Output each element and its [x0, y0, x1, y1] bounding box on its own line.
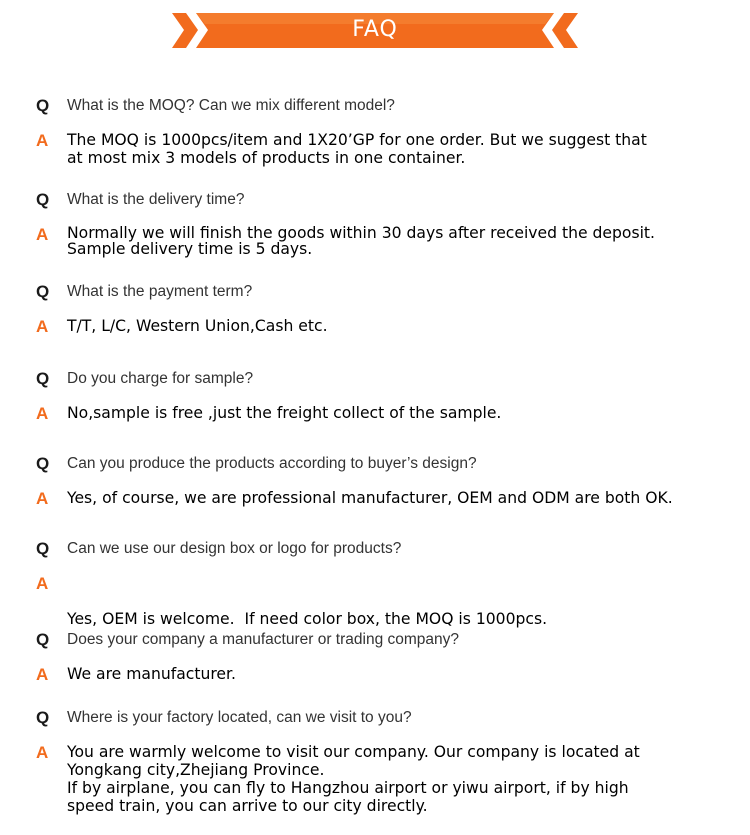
faq-banner — [0, 0, 750, 60]
question-text: Does your company a manufacturer or trading company? — [67, 631, 460, 648]
answer-text — [67, 743, 640, 815]
question-marker: Q — [36, 369, 50, 388]
question-text: Can we use our design box or logo for products? — [67, 540, 402, 557]
question-marker: Q — [36, 96, 50, 115]
answer-line: Yes, of course, we are professional manufacturer, OEM and ODM are both OK. — [67, 489, 673, 507]
right-chevron-icon — [552, 13, 578, 48]
question-text: Can you produce the products according to buyer’s design? — [67, 455, 477, 472]
answer-text — [67, 665, 236, 683]
question-marker: Q — [36, 190, 50, 209]
question-text: What is the delivery time? — [67, 191, 245, 208]
answer-line: Sample delivery time is 5 days. — [67, 240, 313, 258]
question-marker: Q — [36, 454, 50, 473]
answer-line: T/T, L/C, Western Union,Cash etc. — [67, 317, 328, 335]
question-marker: Q — [36, 282, 50, 301]
question-text: What is the payment term? — [67, 283, 253, 300]
answer-marker: A — [36, 404, 49, 423]
question-text: What is the MOQ? Can we mix different model? — [67, 97, 395, 114]
answer-line: Yongkang city,Zhejiang Province. — [67, 761, 325, 779]
question-marker: Q — [36, 708, 50, 727]
answer-text — [67, 131, 647, 167]
answer-line: Normally we will finish the goods within 30 days after received the deposit. — [67, 224, 655, 242]
answer-line: at most mix 3 models of products in one container. — [67, 149, 466, 167]
answer-line: No,sample is free ,just the freight collect of the sample. — [67, 404, 502, 422]
answer-line: speed train, you can arrive to our city directly. — [67, 797, 428, 815]
question-text: Do you charge for sample? — [67, 370, 254, 387]
question-text: Where is your factory located, can we visit to you? — [67, 709, 412, 726]
answer-text — [67, 317, 328, 335]
answer-marker: A — [36, 743, 49, 762]
left-chevron-icon — [172, 13, 198, 48]
answer-text — [67, 225, 655, 257]
answer-marker: A — [36, 665, 49, 684]
answer-line: We are manufacturer. — [67, 665, 236, 683]
answer-marker: A — [36, 574, 49, 593]
answer-line: The MOQ is 1000pcs/item and 1X20’GP for one order. But we suggest that — [67, 131, 647, 149]
answer-line: Yes, OEM is welcome. If need color box, the MOQ is 1000pcs. — [67, 610, 548, 628]
answer-marker: A — [36, 317, 49, 336]
question-marker: Q — [36, 539, 50, 558]
question-marker: Q — [36, 630, 50, 649]
answer-marker: A — [36, 225, 49, 244]
answer-text — [67, 404, 501, 422]
answer-line: You are warmly welcome to visit our company. Our company is located at — [67, 743, 640, 761]
answer-marker: A — [36, 489, 49, 508]
page-title: FAQ — [352, 17, 398, 42]
answer-line: If by airplane, you can fly to Hangzhou airport or yiwu airport, if by high — [67, 779, 629, 797]
answer-text — [67, 574, 547, 664]
answer-marker: A — [36, 131, 49, 150]
answer-text — [67, 489, 673, 507]
